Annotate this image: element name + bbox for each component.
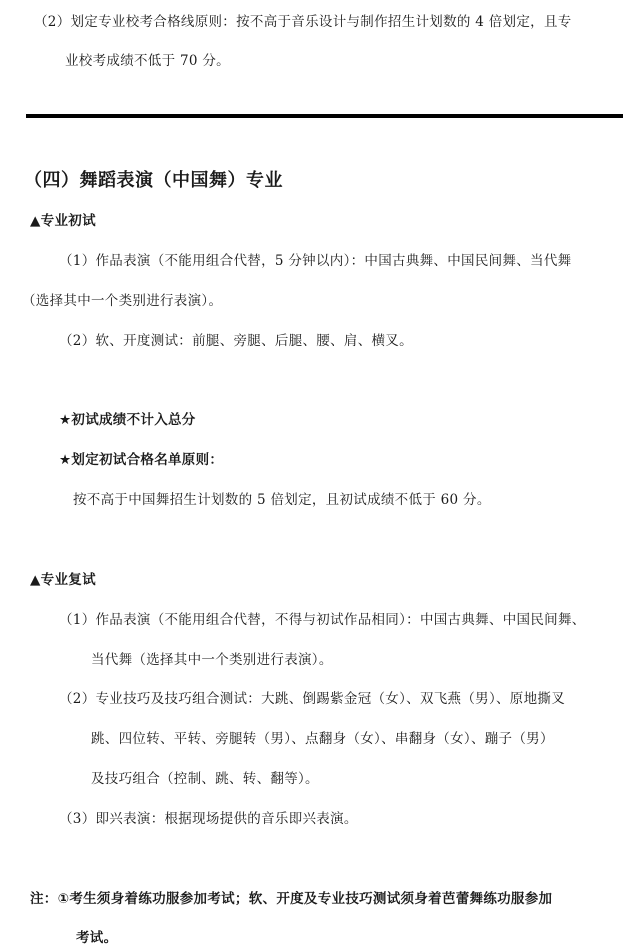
- text-line: （2）软、开度测试：前腿、旁腿、后腿、腰、肩、横叉。: [59, 333, 413, 349]
- subsection-heading: ▲专业初试: [30, 213, 96, 229]
- text-line: 按不高于中国舞招生计划数的 5 倍划定，且初试成绩不低于 60 分。: [73, 492, 491, 508]
- text-line: （2）划定专业校考合格线原则：按不高于音乐设计与制作招生计划数的 4 倍划定，且专: [34, 14, 572, 30]
- section-title: （四）舞蹈表演（中国舞）专业: [24, 170, 283, 191]
- text-line: （1）作品表演（不能用组合代替，不得与初试作品相同）：中国古典舞、中国民间舞、: [59, 612, 586, 628]
- note-line: ★初试成绩不计入总分: [59, 412, 196, 428]
- subsection-heading: ▲专业复试: [30, 572, 96, 588]
- text-line: 业校考成绩不低于 70 分。: [65, 53, 230, 69]
- section-divider: [26, 114, 623, 118]
- text-line: 及技巧组合（控制、跳、转、翻等）。: [91, 771, 319, 787]
- footnote-line: 注：①考生须身着练功服参加考试；软、开度及专业技巧测试须身着芭蕾舞练功服参加: [30, 891, 553, 907]
- text-line: 跳、四位转、平转、旁腿转（男）、点翻身（女）、串翻身（女）、蹦子（男）: [91, 731, 554, 747]
- text-line: 当代舞（选择其中一个类别进行表演）。: [91, 652, 333, 668]
- text-line: （1）作品表演（不能用组合代替，5 分钟以内）：中国古典舞、中国民间舞、当代舞: [59, 253, 572, 269]
- text-line: （2）专业技巧及技巧组合测试：大跳、倒踢紫金冠（女）、双飞燕（男）、原地撕叉: [59, 691, 565, 707]
- footnote-line: 考试。: [76, 930, 118, 946]
- note-line: ★划定初试合格名单原则：: [59, 452, 224, 468]
- text-line: （选择其中一个类别进行表演）。: [22, 293, 223, 309]
- text-line: （3）即兴表演：根据现场提供的音乐即兴表演。: [59, 811, 358, 827]
